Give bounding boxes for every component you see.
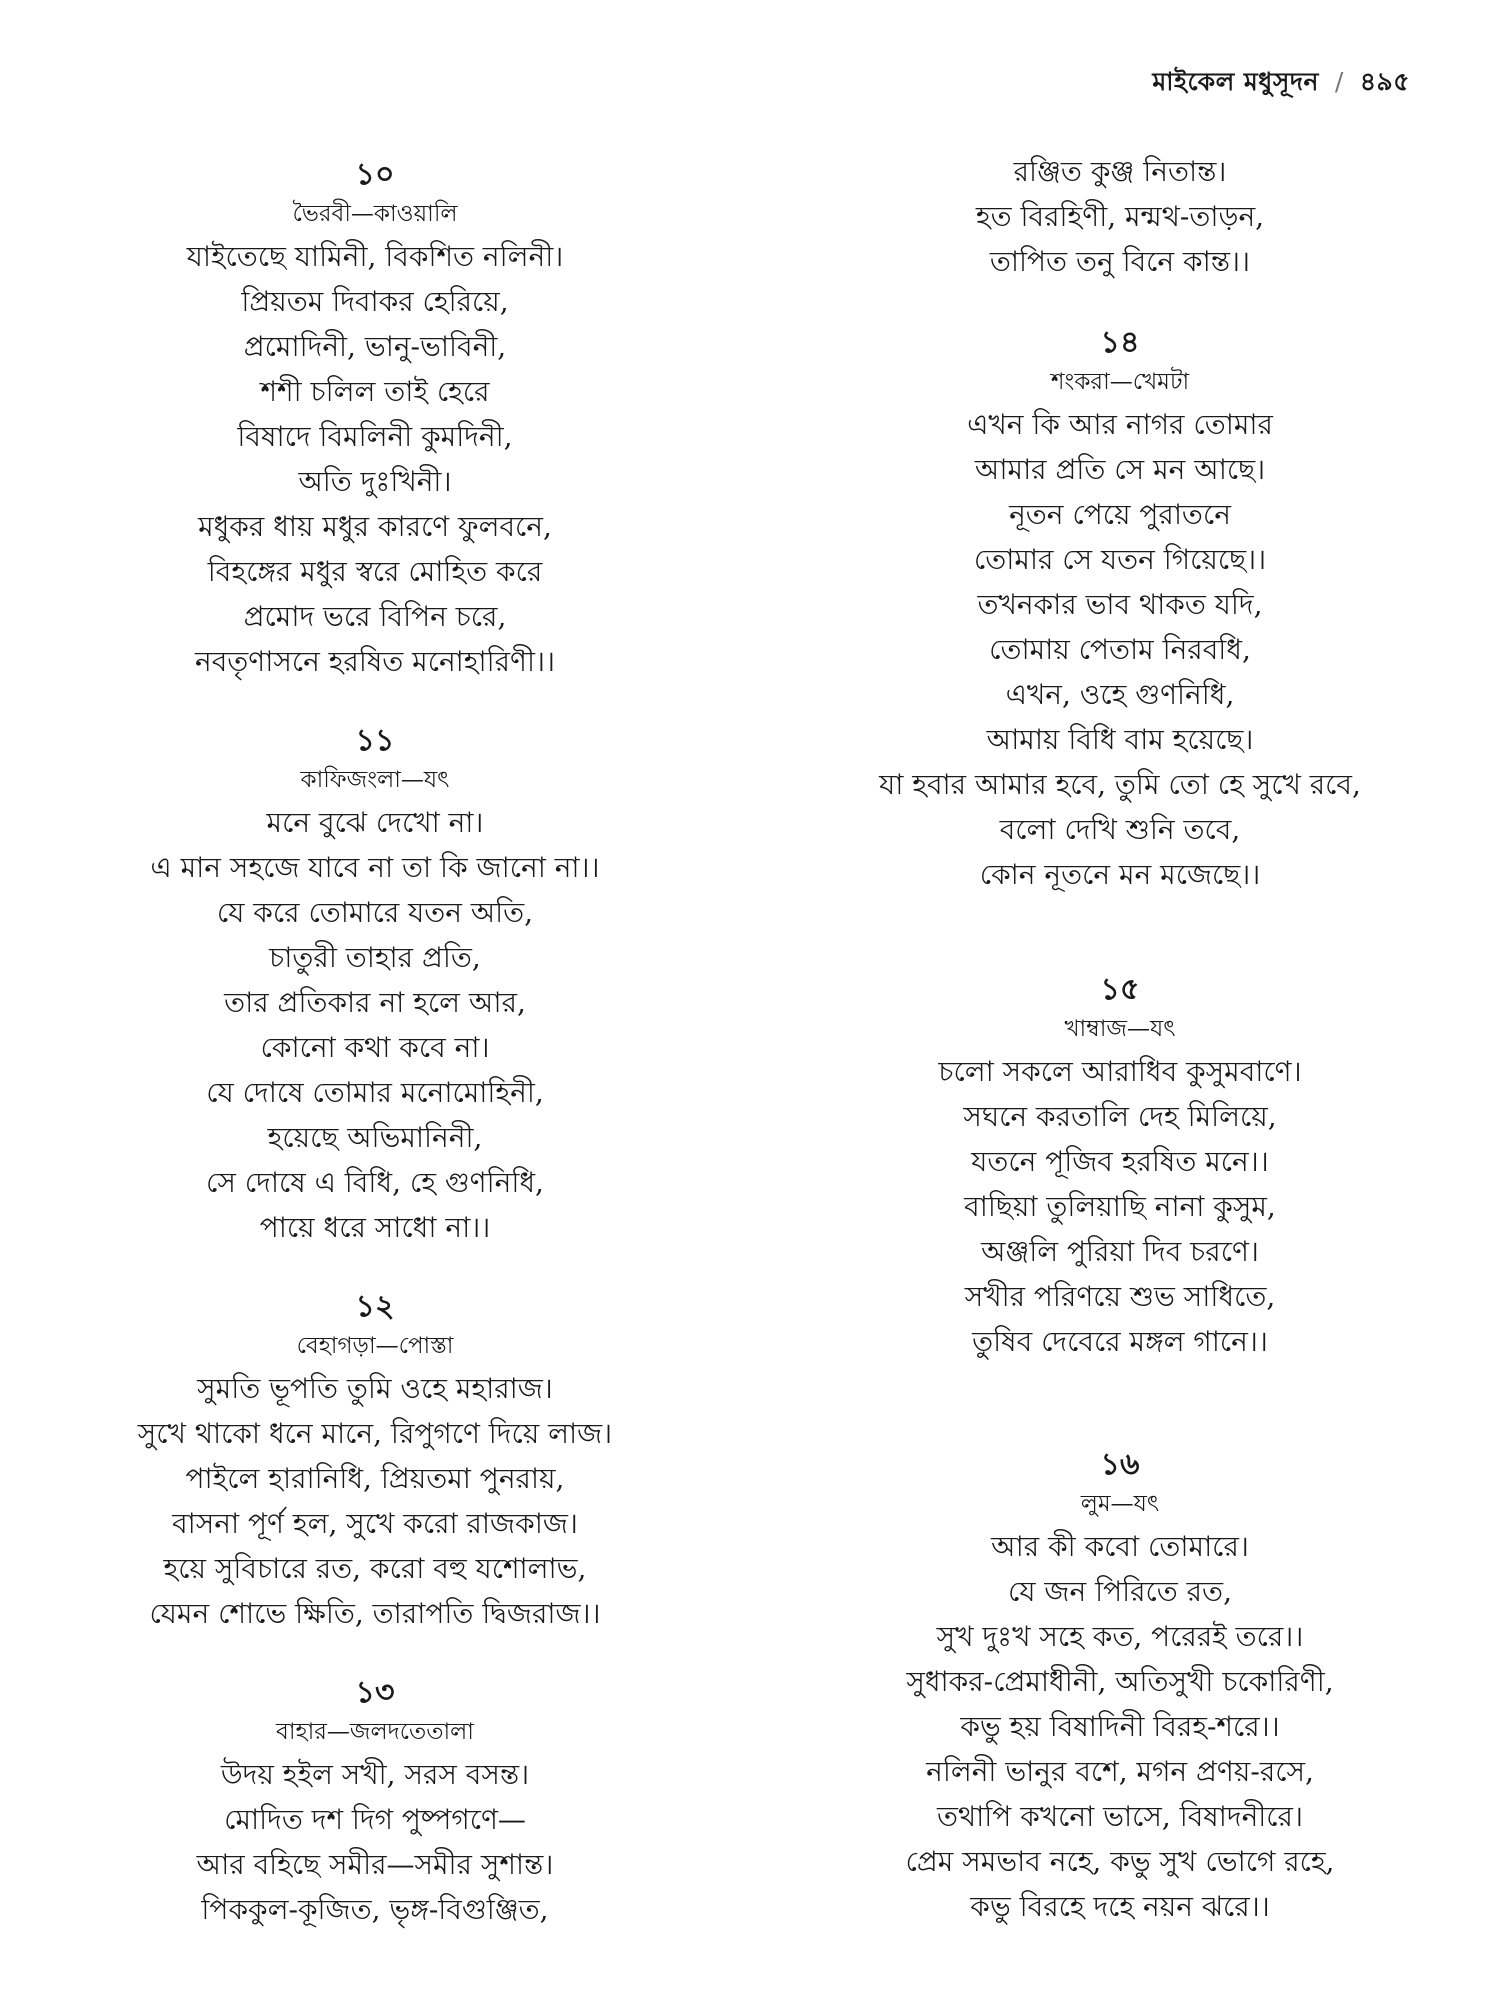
song-line: পিককুল-কূজিত, ভৃঙ্গ-বিগুঞ্জিত, — [201, 1893, 549, 1926]
song-line: প্রমোদিনী, ভানু-ভাবিনী, — [243, 330, 507, 363]
song-line: এখন কি আর নাগর তোমার — [967, 408, 1273, 441]
song-line: কভু বিরহে দহে নয়ন ঝরে।। — [970, 1890, 1270, 1923]
right-column — [820, 150, 1420, 1930]
song-line: বিষাদে বিমলিনী কুমদিনী, — [237, 420, 513, 453]
song-13 — [75, 1673, 675, 1933]
song-line: তাপিত তনু বিনে কান্ত।। — [989, 245, 1251, 278]
song-line: পাইলে হারানিধি, প্রিয়তমা পুনরায়, — [185, 1462, 565, 1495]
song-line: মোদিত দশ দিগ পুষ্পগণে— — [224, 1803, 526, 1836]
song-raga-tala: লুম—যৎ — [1080, 1491, 1160, 1517]
song-raga-tala: খাম্বাজ—যৎ — [1064, 1016, 1176, 1042]
song-line: যে করে তোমারে যতন অতি, — [216, 896, 534, 929]
song-line: তুষিব দেবেরে মঙ্গল গানে।। — [972, 1325, 1268, 1358]
song-line: প্রমোদ ভরে বিপিন চরে, — [243, 600, 507, 633]
song-line: হয়ে সুবিচারে রত, করো বহু যশোলাভ, — [163, 1552, 587, 1585]
song-line: তার প্রতিকার না হলে আর, — [224, 986, 526, 1019]
song-number: ১৪ — [1100, 325, 1140, 360]
song-line: সে দোষে এ বিধি, হে গুণনিধি, — [206, 1166, 544, 1199]
song-line: সঘনে করতালি দেহ মিলিয়ে, — [963, 1100, 1277, 1133]
song-line: সুখে থাকো ধনে মানে, রিপুগণে দিয়ে লাজ। — [137, 1417, 613, 1450]
song-14 — [820, 323, 1420, 898]
song-number: ১০ — [355, 157, 395, 192]
song-line: উদয় হইল সখী, সরস বসন্ত। — [220, 1758, 530, 1791]
song-line: কোনো কথা কবে না। — [260, 1031, 490, 1064]
song-line: যে জন পিরিতে রত, — [1008, 1575, 1232, 1608]
song-line: চলো সকলে আরাধিব কুসুমবাণে। — [938, 1055, 1302, 1088]
song-line: নবতৃণাসনে হরষিত মনোহারিণী।। — [194, 645, 556, 678]
song-line: সুমতি ভূপতি তুমি ওহে মহারাজ। — [197, 1372, 553, 1405]
song-line: চাতুরী তাহার প্রতি, — [269, 941, 481, 974]
song-line: এখন, ওহে গুণনিধি, — [1005, 678, 1235, 711]
song-line: সখীর পরিণয়ে শুভ সাধিতে, — [964, 1280, 1276, 1313]
song-line: যা হবার আমার হবে, তুমি তো হে সুখে রবে, — [879, 768, 1361, 801]
song-raga-tala: বাহার—জলদতেতালা — [276, 1719, 474, 1745]
song-line: আমার প্রতি সে মন আছে। — [974, 453, 1266, 486]
song-line: শশী চলিল তাই হেরে — [260, 375, 490, 408]
song-line: অতি দুঃখিনী। — [298, 465, 452, 498]
song-number: ১১ — [355, 723, 395, 758]
song-line: যাইতেছে যামিনী, বিকশিত নলিনী। — [186, 240, 564, 273]
song-line: মনে বুঝে দেখো না। — [266, 806, 484, 839]
song-raga-tala: ভৈরবী—কাওয়ালি — [292, 201, 458, 227]
song-line: সুখ দুঃখ সহে কত, পরেরই তরে।। — [936, 1620, 1304, 1653]
song-line: তথাপি কখনো ভাসে, বিষাদনীরে। — [937, 1800, 1303, 1833]
song-line: তোমার সে যতন গিয়েছে।। — [973, 543, 1267, 576]
song-10 — [75, 155, 675, 685]
song-line: হয়েছে অভিমানিনী, — [267, 1121, 483, 1154]
song-line: মধুকর ধায় মধুর কারণে ফুলবনে, — [198, 510, 552, 543]
song-line: রঞ্জিত কুঞ্জ নিতান্ত। — [1013, 155, 1227, 188]
song-number: ১২ — [355, 1289, 395, 1324]
left-column — [75, 155, 675, 1933]
song-line: প্রিয়তম দিবাকর হেরিয়ে, — [241, 285, 509, 318]
song-line: যতনে পূজিব হরষিত মনে।। — [971, 1145, 1269, 1178]
song-line: যে দোষে তোমার মনোমোহিনী, — [206, 1076, 544, 1109]
song-line: নূতন পেয়ে পুরাতনে — [1009, 498, 1231, 531]
song-line: পায়ে ধরে সাধো না।। — [259, 1211, 491, 1244]
song-line: হত বিরহিণী, মন্মথ-তাড়ন, — [975, 200, 1265, 233]
song-number: ১৬ — [1100, 1447, 1140, 1482]
song-line: অঞ্জলি পুরিয়া দিব চরণে। — [981, 1235, 1259, 1268]
page-number: ৪৯৫ — [1359, 67, 1410, 96]
song-number: ১৫ — [1100, 972, 1140, 1007]
song-line: সুধাকর-প্রেমাধীনী, অতিসুখী চকোরিণী, — [906, 1665, 1334, 1698]
running-header — [1152, 62, 1410, 105]
song-raga-tala: বেহাগড়া—পোস্তা — [296, 1333, 454, 1359]
song-line: বিহঙ্গের মধুর স্বরে মোহিত করে — [207, 555, 543, 588]
song-11 — [75, 721, 675, 1251]
song-line: আর বহিছে সমীর—সমীর সুশান্ত। — [196, 1848, 554, 1881]
song-line: কোন নূতনে মন মজেছে।। — [979, 858, 1261, 891]
song-number: ১৩ — [355, 1675, 395, 1710]
song-13-continued — [820, 150, 1420, 285]
song-raga-tala: কাফিজংলা—যৎ — [300, 767, 450, 793]
song-line: যেমন শোভে ক্ষিতি, তারাপতি দ্বিজরাজ।। — [149, 1597, 601, 1630]
song-15 — [820, 970, 1420, 1365]
song-line: আর কী কবো তোমারে। — [991, 1530, 1249, 1563]
song-line: নলিনী ভানুর বশে, মগন প্রণয়-রসে, — [926, 1755, 1314, 1788]
song-line: কভু হয় বিষাদিনী বিরহ-শরে।। — [960, 1710, 1280, 1743]
song-16 — [820, 1445, 1420, 1930]
song-line: আমায় বিধি বাম হয়েছে। — [986, 723, 1254, 756]
running-header-separator: / — [1334, 67, 1344, 96]
song-line: তোমায় পেতাম নিরবধি, — [989, 633, 1251, 666]
song-line: এ মান সহজে যাবে না তা কি জানো না।। — [150, 851, 600, 884]
song-12 — [75, 1287, 675, 1637]
song-line: বাছিয়া তুলিয়াছি নানা কুসুম, — [964, 1190, 1276, 1223]
song-line: বাসনা পূর্ণ হল, সুখে করো রাজকাজ। — [172, 1507, 578, 1540]
song-line: তখনকার ভাব থাকত যদি, — [977, 588, 1263, 621]
song-line: বলো দেখি শুনি তবে, — [999, 813, 1241, 846]
song-line: প্রেম সমভাব নহে, কভু সুখ ভোগে রহে, — [905, 1845, 1335, 1878]
running-header-title: মাইকেল মধুসূদন — [1152, 67, 1319, 96]
song-raga-tala: শংকরা—খেমটা — [1050, 369, 1190, 395]
